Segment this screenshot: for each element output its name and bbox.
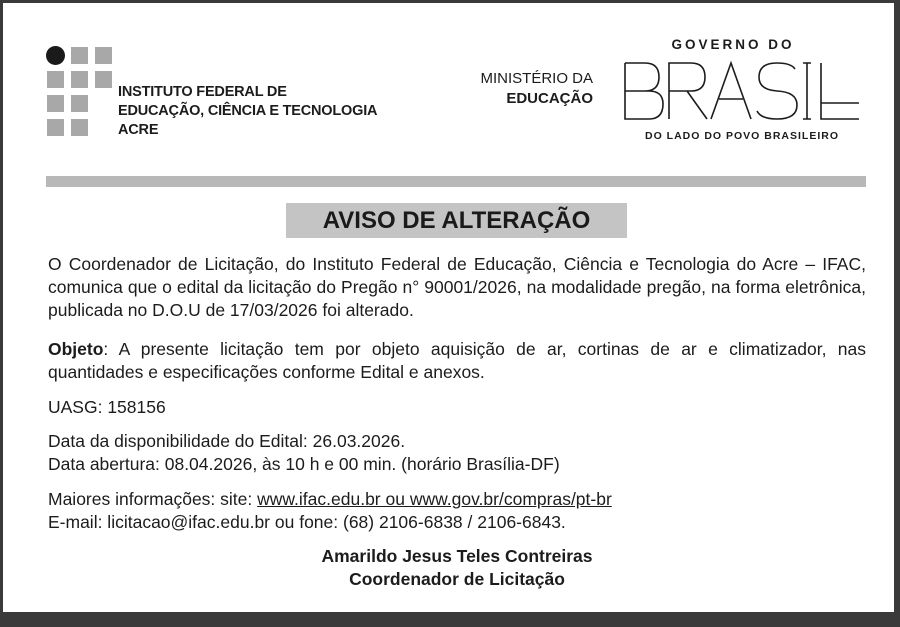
header-divider xyxy=(46,176,866,187)
ministry-name xyxy=(455,69,593,109)
logo-square xyxy=(47,119,64,136)
notice-title: AVISO DE ALTERAÇÃO xyxy=(286,203,627,238)
uasg-line: UASG: 158156 xyxy=(48,397,166,417)
availability-date: Data da disponibilidade do Edital: 26.03.2026. xyxy=(48,431,406,451)
info-links[interactable]: www.ifac.edu.br ou www.gov.br/compras/pt-br xyxy=(257,489,612,509)
institute-name xyxy=(118,83,377,140)
notice-sheet xyxy=(3,3,894,612)
logo-dot xyxy=(46,46,65,65)
email-line: E-mail: licitacao@ifac.edu.br ou fone: (68) 2106-6838 / 2106-6843. xyxy=(48,512,566,532)
ifac-logo xyxy=(46,46,116,136)
intro-paragraph: O Coordenador de Licitação, do Instituto Federal de Educação, Ciência e Tecnologia do Acre – IFAC, comunica que o edital da licitação do Pregão n° 90001/2026, na modalidade pregão, na forma eletrônica, publicada no D.O.U de 17/03/2026 foi alterado. xyxy=(48,254,866,320)
institute-line: EDUCAÇÃO, CIÊNCIA E TECNOLOGIA xyxy=(118,103,378,119)
brasil-wordmark xyxy=(623,59,861,123)
logo-square xyxy=(71,95,88,112)
logo-square xyxy=(47,95,64,112)
object-paragraph xyxy=(48,338,866,384)
institute-line: ACRE xyxy=(118,122,159,138)
logo-square xyxy=(71,71,88,88)
signer-role: Coordenador de Licitação xyxy=(349,569,565,589)
info-prefix: Maiores informações: site: xyxy=(48,489,258,509)
object-label: Objeto xyxy=(48,339,104,359)
logo-square xyxy=(71,47,88,64)
opening-date: Data abertura: 08.04.2026, às 10 h e 00 min. (horário Brasília-DF) xyxy=(48,454,560,474)
logo-square xyxy=(95,47,112,64)
gov-top-text: GOVERNO DO xyxy=(671,37,795,52)
logo-square xyxy=(47,71,64,88)
institute-line: INSTITUTO FEDERAL DE xyxy=(118,84,287,100)
ministry-line: MINISTÉRIO DA xyxy=(480,70,593,87)
object-text: : A presente licitação tem por objeto aquisição de ar, cortinas de ar e climatizador, nas quantidades e especificações conforme Edital e anexos. xyxy=(48,339,866,382)
signer-name: Amarildo Jesus Teles Contreiras xyxy=(321,546,593,566)
logo-square xyxy=(95,71,112,88)
info-line xyxy=(48,488,866,511)
logo-square xyxy=(71,119,88,136)
ministry-line: EDUCAÇÃO xyxy=(506,90,593,107)
gov-slogan: DO LADO DO POVO BRASILEIRO xyxy=(644,130,839,142)
